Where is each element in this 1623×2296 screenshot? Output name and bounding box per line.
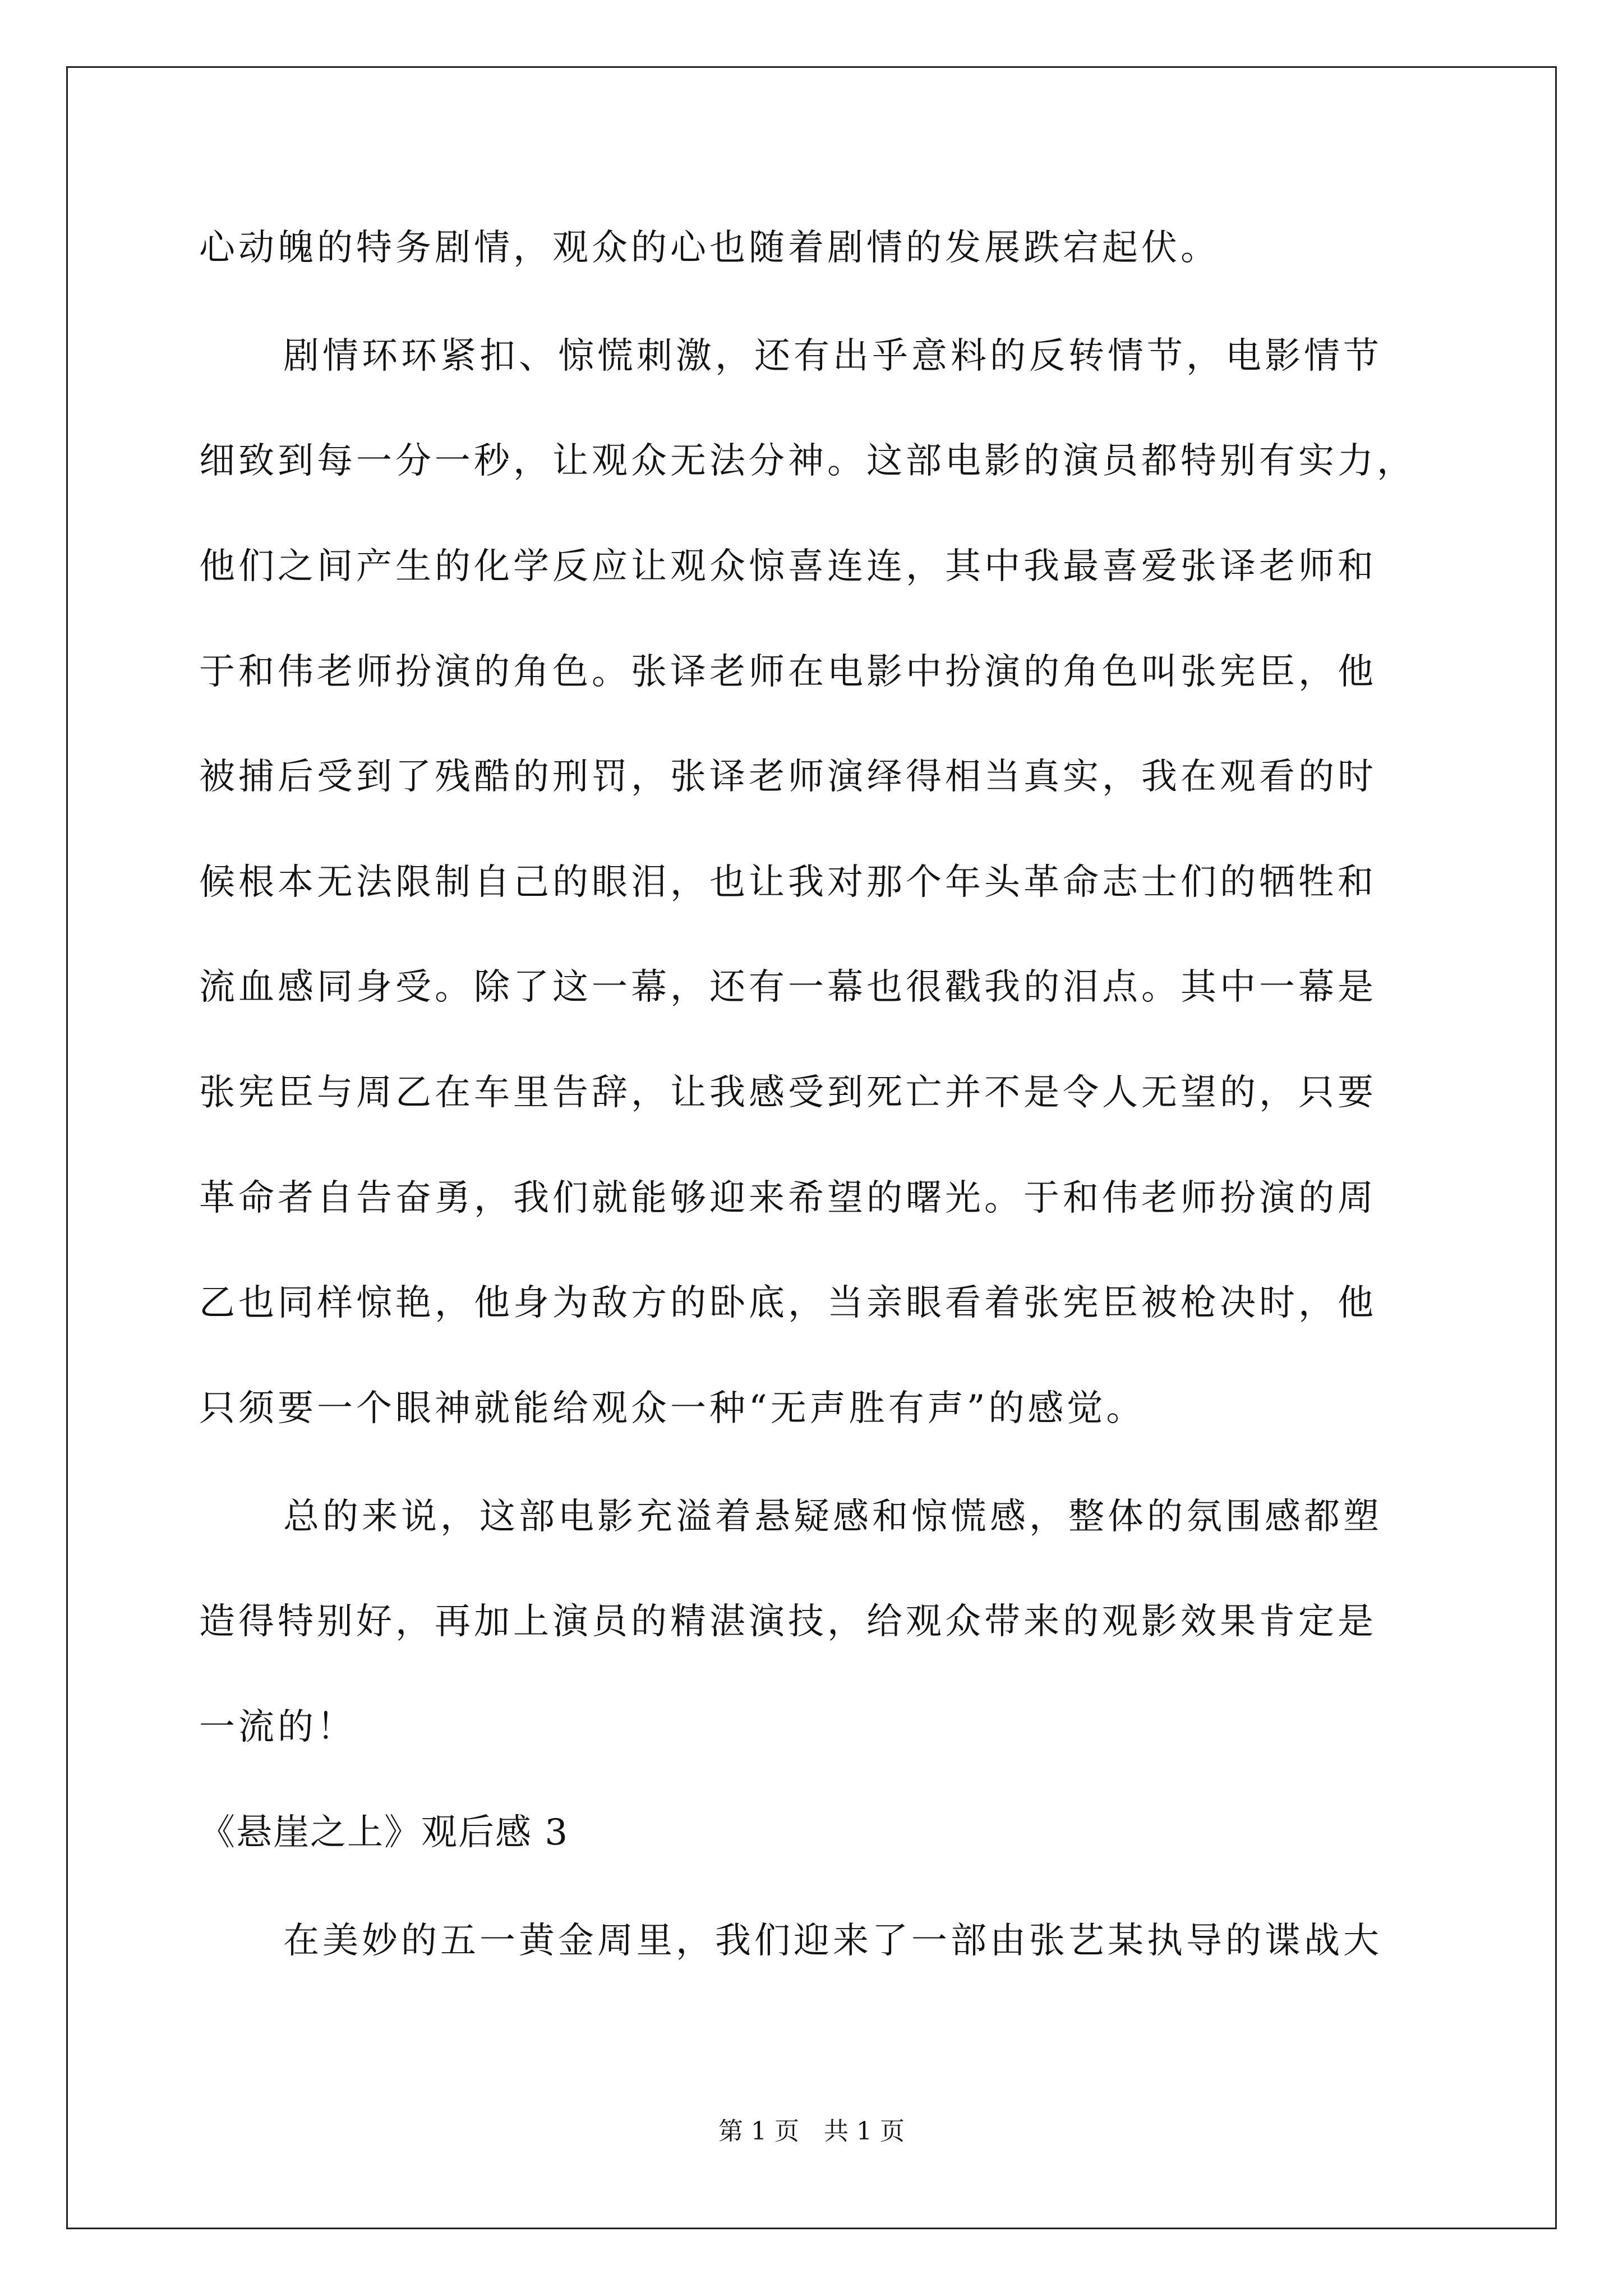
- page-border: [66, 66, 1557, 2229]
- text-line: 他们之间产生的化学反应让观众惊喜连连，其中我最喜爱张译老师和: [199, 546, 1377, 587]
- section-heading: 《悬崖之上》观后感 3: [199, 1812, 569, 1853]
- text-line: 一流的！: [199, 1706, 356, 1748]
- text-line: 乙也同样惊艳，他身为敌方的卧底，当亲眼看着张宪臣被枪决时，他: [199, 1282, 1377, 1324]
- text-line: 剧情环环紧扣、惊慌刺激，还有出乎意料的反转情节，电影情节: [283, 335, 1382, 377]
- text-line: 张宪臣与周乙在车里告辞，让我感受到死亡并不是令人无望的，只要: [199, 1072, 1377, 1114]
- text-line: 于和伟老师扮演的角色。张译老师在电影中扮演的角色叫张宪臣，他: [199, 651, 1377, 693]
- text-line: 候根本无法限制自己的眼泪，也让我对那个年头革命志士们的牺牲和: [199, 862, 1377, 903]
- text-line: 细致到每一分一秒，让观众无法分神。这部电影的演员都特别有实力，: [199, 440, 1416, 482]
- text-line: 流血感同身受。除了这一幕，还有一幕也很戳我的泪点。其中一幕是: [199, 967, 1377, 1008]
- text-line: 造得特别好，再加上演员的精湛演技，给观众带来的观影效果肯定是: [199, 1601, 1377, 1642]
- page-number: 第 1 页 共 1 页: [718, 2117, 905, 2146]
- text-line: 被捕后受到了残酷的刑罚，张译老师演绎得相当真实，我在观看的时: [199, 756, 1377, 798]
- text-line: 在美妙的五一黄金周里，我们迎来了一部由张艺某执导的谍战大: [283, 1920, 1382, 1962]
- text-line: 革命者自告奋勇，我们就能够迎来希望的曙光。于和伟老师扮演的周: [199, 1177, 1377, 1219]
- text-line: 只须要一个眼神就能给观众一种“无声胜有声”的感觉。: [199, 1388, 1146, 1429]
- text-line: 总的来说，这部电影充溢着悬疑感和惊慌感，整体的氛围感都塑: [283, 1496, 1382, 1538]
- text-line: 心动魄的特务剧情，观众的心也随着剧情的发展跌宕起伏。: [199, 227, 1220, 269]
